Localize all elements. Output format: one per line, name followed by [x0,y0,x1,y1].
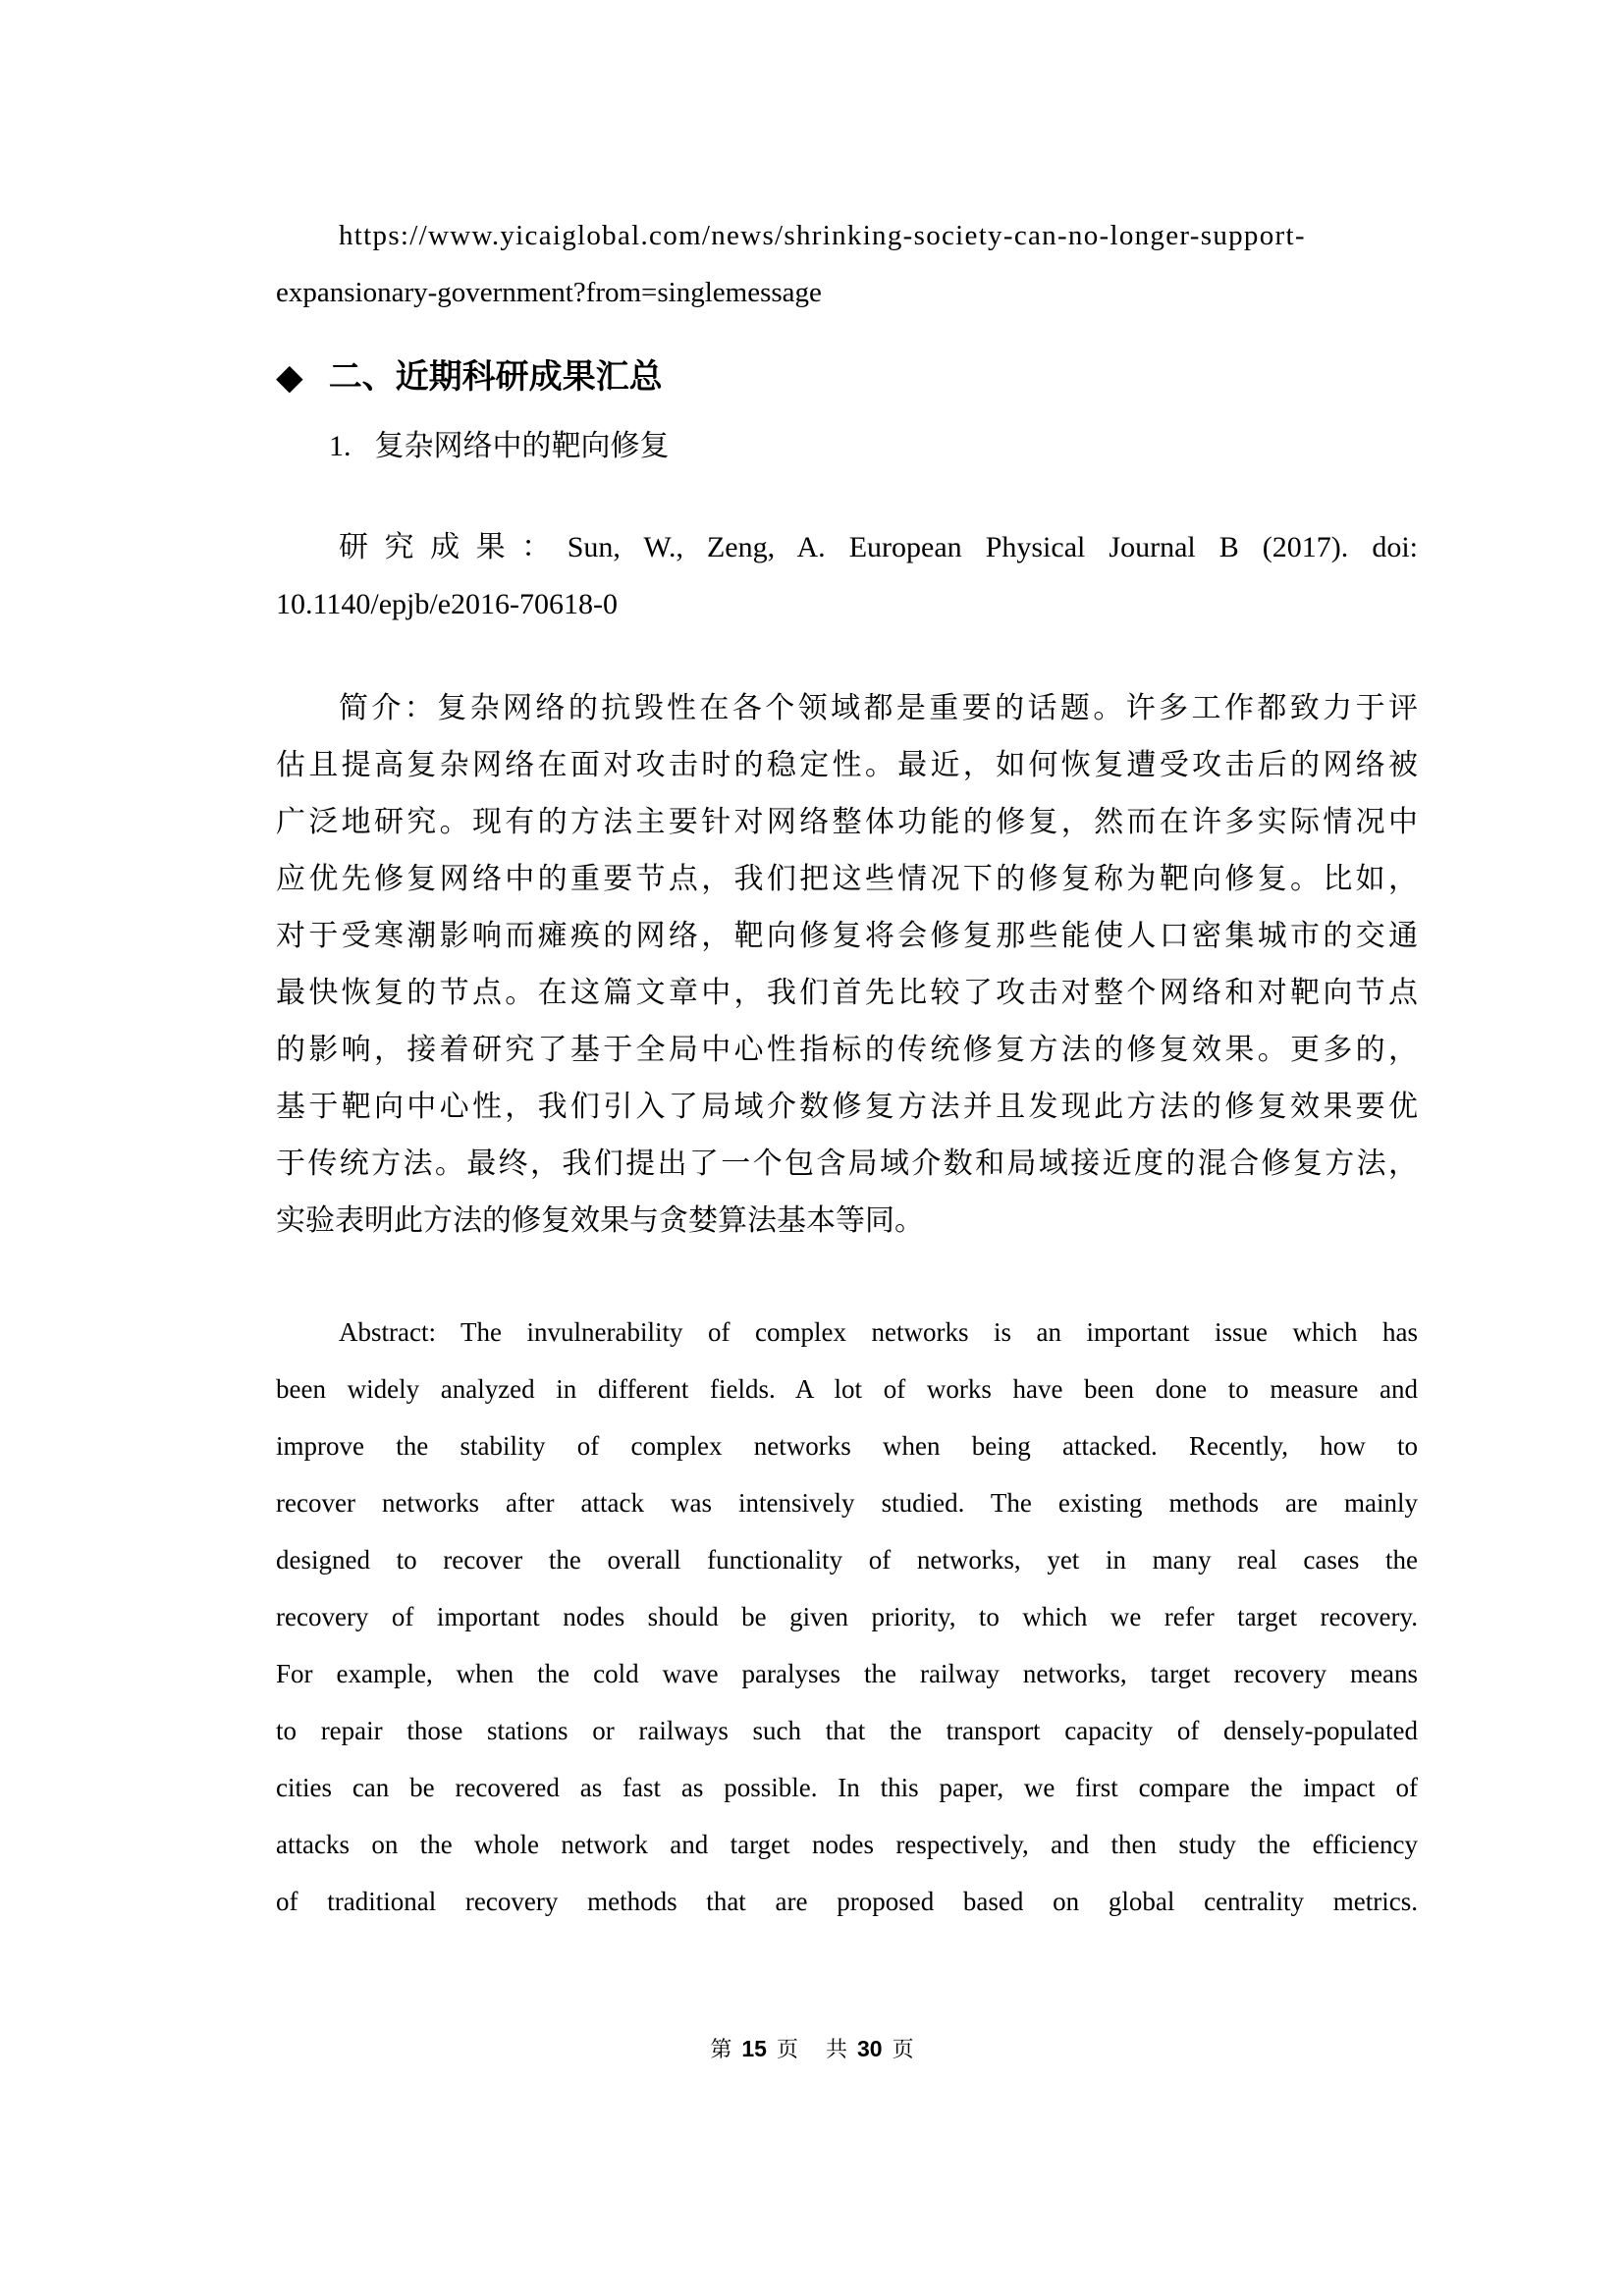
text-line: 基于靶向中心性，我们引入了局域介数修复方法并且发现此方法的修复效果要优 [276,1091,1418,1123]
text-line: been widely analyzed in different fields. A lot of works have been done to measure and [276,1374,1418,1404]
section-heading [276,349,1418,406]
footer-current-page: 15 [741,2036,767,2061]
page-footer [0,2034,1624,2064]
footer-total-pages: 30 [857,2036,883,2061]
text-line: of traditional recovery methods that are proposed based on global centrality metrics. [276,1887,1418,1916]
text-line: 简介：复杂网络的抗毁性在各个领域都是重要的话题。许多工作都致力于评 [339,692,1418,724]
text-line: recover networks after attack was intensively studied. The existing methods are mainly [276,1488,1418,1518]
text-line: https://www.yicaiglobal.com/news/shrinking-society-can-no-longer-support- [339,220,1306,251]
footer-total-prefix: 共 [826,2037,848,2061]
text-line: expansionary-government?from=singlemessage [276,277,822,308]
text-line: For example, when the cold wave paralyses the railway networks, target recovery means [276,1659,1418,1688]
text-line: designed to recover the overall functionality of networks, yet in many real cases the [276,1545,1418,1575]
footer-page-prefix: 第 [710,2037,732,2061]
text-line: recovery of important nodes should be given priority, to which we refer target recovery. [276,1602,1418,1631]
text-line: 10.1140/epjb/e2016-70618-0 [276,588,619,620]
footer-page-unit: 页 [776,2037,798,2061]
text-line: 研究成果：Sun, W., Zeng, A. European Physical Journal B (2017). doi: [339,531,1418,563]
text-line: 于传统方法。最终，我们提出了一个包含局域介数和局域接近度的混合修复方法， [276,1148,1418,1180]
list-item-1 [276,418,1418,475]
text-line: cities can be recovered as fast as possible. In this paper, we first compare the impact of [276,1773,1418,1802]
text-line: 应优先修复网络中的重要节点，我们把这些情况下的修复称为靶向修复。比如， [276,863,1418,895]
text-line: 实验表明此方法的修复效果与贪婪算法基本等同。 [276,1204,924,1237]
text-line: to repair those stations or railways such that the transport capacity of densely-populated [276,1716,1418,1745]
item-title: 复杂网络中的靶向修复 [374,430,670,462]
item-number: 1. [329,430,352,462]
text-line: 估且提高复杂网络在面对攻击时的稳定性。最近，如何恢复遭受攻击后的网络被 [276,749,1418,781]
text-line: 广泛地研究。现有的方法主要针对网络整体功能的修复，然而在许多实际情况中 [276,806,1418,838]
text-line: improve the stability of complex networks when being attacked. Recently, how to [276,1431,1418,1461]
footer-total-unit: 页 [892,2037,914,2061]
document-url [276,207,1418,321]
intro-paragraph-cn [276,680,1418,1250]
text-line: 最快恢复的节点。在这篇文章中，我们首先比较了攻击对整个网络和对靶向节点 [276,977,1418,1009]
text-line: 的影响，接着研究了基于全局中心性指标的传统修复方法的修复效果。更多的， [276,1034,1418,1066]
abstract-paragraph-en [276,1304,1418,1930]
text-line: Abstract: The invulnerability of complex networks is an important issue which has [339,1317,1418,1347]
citation-paragraph [276,519,1418,633]
section-title: 二、近期科研成果汇总 [328,359,663,396]
text-line: 对于受寒潮影响而瘫痪的网络，靶向修复将会修复那些能使人口密集城市的交通 [276,920,1418,952]
text-line: attacks on the whole network and target nodes respectively, and then study the efficiency [276,1830,1418,1859]
diamond-bullet-icon: ◆ [276,357,303,397]
